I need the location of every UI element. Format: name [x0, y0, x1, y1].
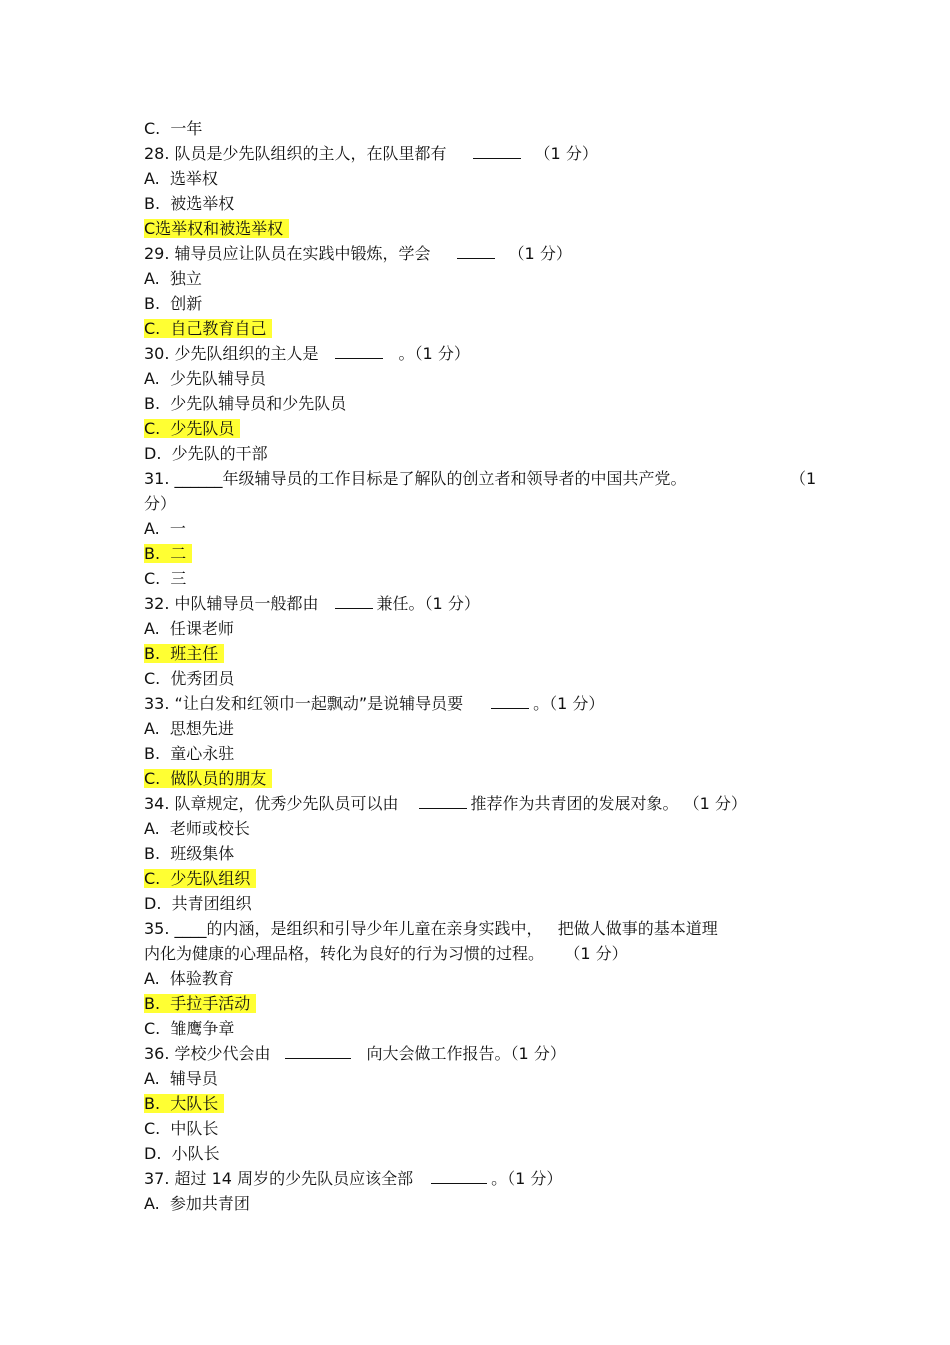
text-line [144, 568, 186, 590]
text-line [144, 968, 234, 990]
score-note: 。（1 分） [398, 344, 470, 363]
line-text: C. 三 [144, 569, 187, 588]
line-text: C. 优秀团员 [144, 669, 235, 688]
line-text: B. 创新 [144, 294, 203, 313]
text-line [144, 1043, 566, 1065]
highlighted-answer-line [144, 543, 192, 565]
line-text: 29. 辅导员应让队员在实践中锻炼，学会 [144, 244, 431, 263]
score-note: （1 分） [534, 144, 598, 163]
fill-in-blank [431, 1168, 487, 1184]
answer-text: B. 手拉手活动 [144, 994, 256, 1013]
text-line [144, 718, 234, 740]
text-line [144, 893, 252, 915]
highlighted-answer-line [144, 418, 240, 440]
line-text: B. 被选举权 [144, 194, 235, 213]
text-line [144, 493, 176, 515]
line-text: 31. ______年级辅导员的工作目标是了解队的创立者和领导者的中国共产党。 [144, 469, 687, 488]
answer-text: C. 少先队组织 [144, 869, 256, 888]
line-text: A. 辅导员 [144, 1069, 218, 1088]
line-text: B. 班级集体 [144, 844, 235, 863]
fill-in-blank [473, 143, 521, 159]
answer-text: B. 二 [144, 544, 192, 563]
answer-text: C. 自己教育自己 [144, 319, 272, 338]
text-line [144, 393, 346, 415]
answer-text: C. 少先队员 [144, 419, 240, 438]
score-note: （1 分） [508, 244, 572, 263]
fill-in-blank [335, 593, 373, 609]
line-text: 34. 队章规定，优秀少先队员可以由 [144, 794, 399, 813]
line-text: 内化为健康的心理品格，转化为良好的行为习惯的过程。 （1 分） [144, 944, 628, 963]
text-line [144, 943, 628, 965]
score-note: （1 [790, 469, 817, 488]
text-line [144, 1193, 250, 1215]
line-text: 28. 队员是少先队组织的主人，在队里都有 [144, 144, 447, 163]
line-text: 30. 少先队组织的主人是 [144, 344, 319, 363]
line-text: B. 童心永驻 [144, 744, 235, 763]
answer-text: B. 班主任 [144, 644, 224, 663]
answer-text: C. 做队员的朋友 [144, 769, 272, 788]
score-note: 。（1 分） [533, 694, 605, 713]
text-line [144, 843, 234, 865]
highlighted-answer-line [144, 993, 256, 1015]
text-line [144, 268, 202, 290]
line-text: D. 小队长 [144, 1144, 220, 1163]
text-line [144, 1018, 234, 1040]
line-text: A. 思想先进 [144, 719, 234, 738]
text-line [144, 193, 234, 215]
fill-in-blank [491, 693, 529, 709]
highlighted-answer-line [144, 768, 272, 790]
line-text: A. 一 [144, 519, 186, 538]
score-note: 向大会做工作报告。（1 分） [366, 1044, 566, 1063]
text-line [144, 118, 202, 140]
text-line [144, 593, 480, 615]
text-line [144, 793, 747, 815]
line-text: A. 独立 [144, 269, 202, 288]
text-line [144, 1118, 218, 1140]
line-text: C. 雏鹰争章 [144, 1019, 235, 1038]
text-line [144, 443, 268, 465]
text-line [144, 368, 266, 390]
text-line [144, 468, 817, 490]
fill-in-blank [285, 1043, 351, 1059]
highlighted-answer-line [144, 643, 224, 665]
line-text: 32. 中队辅导员一般都由 [144, 594, 319, 613]
text-line [144, 668, 234, 690]
text-line [144, 243, 572, 265]
score-note: 兼任。（1 分） [376, 594, 480, 613]
line-text: A. 少先队辅导员 [144, 369, 266, 388]
answer-text: B. 大队长 [144, 1094, 224, 1113]
fill-in-blank [419, 793, 467, 809]
line-text: B. 少先队辅导员和少先队员 [144, 394, 347, 413]
score-note: 。（1 分） [491, 1169, 563, 1188]
line-text: 36. 学校少代会由 [144, 1044, 271, 1063]
fill-in-blank [457, 243, 495, 259]
highlighted-answer-line [144, 868, 256, 890]
line-text: A. 选举权 [144, 169, 218, 188]
text-line [144, 918, 718, 940]
highlighted-answer-line [144, 318, 272, 340]
line-text: 33. “让白发和红领巾一起飘动”是说辅导员要 [144, 694, 464, 713]
text-line [144, 143, 598, 165]
text-line [144, 1068, 218, 1090]
text-line [144, 343, 470, 365]
line-text: 35. ____的内涵，是组织和引导少年儿童在亲身实践中， 把做人做事的基本道理 [144, 919, 718, 938]
text-line [144, 168, 218, 190]
text-line [144, 518, 186, 540]
text-line [144, 818, 250, 840]
text-line [144, 1143, 220, 1165]
highlighted-answer-line [144, 1093, 224, 1115]
text-line [144, 743, 234, 765]
text-line [144, 1168, 562, 1190]
line-text: D. 共青团组织 [144, 894, 252, 913]
score-note: 推荐作为共青团的发展对象。 （1 分） [470, 794, 747, 813]
line-text: C. 一年 [144, 119, 203, 138]
highlighted-answer-line [144, 218, 289, 240]
line-text: A. 体验教育 [144, 969, 234, 988]
line-text: 分） [144, 494, 177, 513]
text-line [144, 693, 604, 715]
fill-in-blank [335, 343, 383, 359]
line-text: D. 少先队的干部 [144, 444, 268, 463]
line-text: A. 老师或校长 [144, 819, 250, 838]
answer-text: C选举权和被选举权 [144, 219, 289, 238]
line-text: 37. 超过 14 周岁的少先队员应该全部 [144, 1169, 414, 1188]
line-text: C. 中队长 [144, 1119, 219, 1138]
text-line [144, 618, 234, 640]
text-line [144, 293, 202, 315]
line-text: A. 任课老师 [144, 619, 234, 638]
line-text: A. 参加共青团 [144, 1194, 250, 1213]
